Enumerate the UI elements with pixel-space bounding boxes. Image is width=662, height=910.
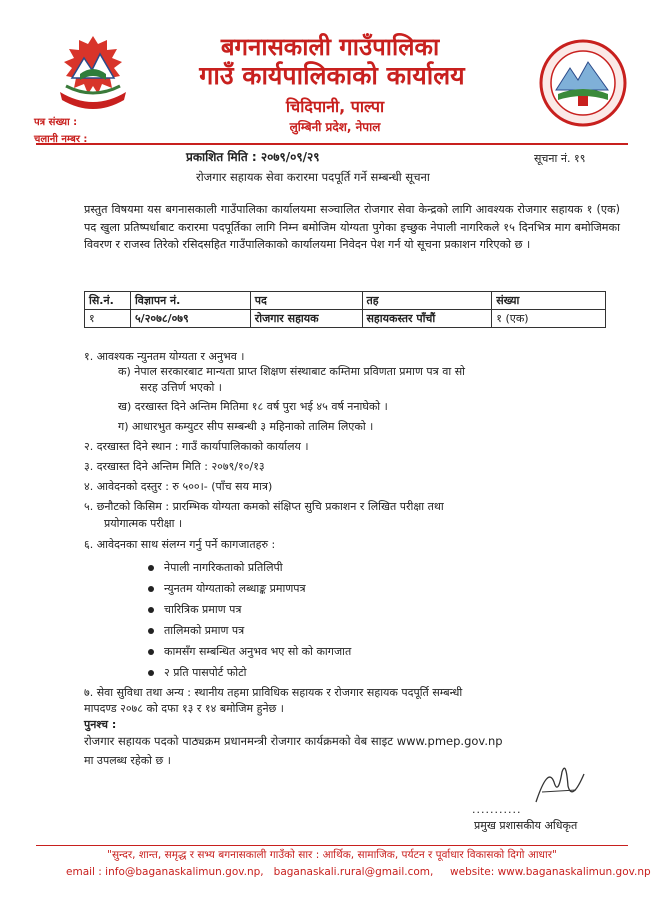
requirement-1a: क) नेपाल सरकारबाट मान्यता प्राप्त शिक्षण संस्थाबाट कम्तिमा प्रविणता प्रमाण पत्र वा सो xyxy=(118,365,465,378)
requirement-6: ६. आवेदनका साथ संलग्न गर्नु पर्ने कागजातहरु : xyxy=(84,538,276,551)
office-name: गाउँ कार्यपालिकाको कार्यालय xyxy=(199,61,465,90)
intro-paragraph: प्रस्तुत विषयमा यस बगनासकाली गाउँपालिका कार्यालयमा सञ्चालित रोजगार सेवा केन्द्रको लागि आवश्यक रोजगार सहायक १ (एक) पद खुला प्रतिष्पर्धाबाट करारमा पदपूर्तिका लागि निम्न बमोजिम योग्यता पुगेका इच्छुक नेपाली नागरिकले १५ दिनभित्र माग बमोजिमका विवरण र राजस्व तिरेको रसिदसहित गाउँपालिकाको कार्यालयमा निवेदन पेश गर्न यो सूचना प्रकाशन गरिएको छ । xyxy=(84,203,620,252)
table-header-row xyxy=(85,292,606,310)
table-cell: ५/२०७८/०७९ xyxy=(130,310,250,328)
ps-text: रोजगार सहायक पदको पाठ्यक्रम प्रधानमन्त्री रोजगार कार्यक्रमको वेब साइट www.pmep.gov.np xyxy=(84,734,503,748)
list-item: २ प्रति पासपोर्ट फोटो xyxy=(148,662,351,683)
requirement-5-cont: प्रयोगात्मक परीक्षा । xyxy=(104,517,183,530)
requirement-5: ५. छनौटको किसिम : प्रारम्भिक योग्यता कमको संक्षिप्त सुचि प्रकाशन र लिखित परीक्षा तथा xyxy=(84,500,444,513)
table-cell: १ (एक) xyxy=(492,310,606,328)
footer-email-secondary: baganaskali.rural@gmail.com, xyxy=(273,866,434,878)
office-province: लुम्बिनी प्रदेश, नेपाल xyxy=(289,120,381,134)
list-item: तालिमको प्रमाण पत्र xyxy=(148,620,351,641)
org-name: बगनासकाली गाउँपालिका xyxy=(220,33,440,61)
list-item: चारित्रिक प्रमाण पत्र xyxy=(148,599,351,620)
footer-email-primary: email : info@baganaskalimun.gov.np, xyxy=(66,866,264,878)
footer-contact xyxy=(66,866,651,878)
vacancy-table xyxy=(84,291,606,328)
footer-website: website: www.baganaskalimun.gov.np xyxy=(450,866,651,878)
notice-subject: रोजगार सहायक सेवा करारमा पदपूर्ति गर्ने सम्बन्धी सूचना xyxy=(196,170,430,184)
signature-line: ........... xyxy=(472,803,522,816)
table-cell: १ xyxy=(85,310,131,328)
ps-label: पुनश्च : xyxy=(84,718,117,731)
table-header: संख्या xyxy=(492,292,606,310)
signature-mark xyxy=(528,762,588,808)
signatory-title: प्रमुख प्रशासकीय अधिकृत xyxy=(474,819,578,832)
list-item: न्युनतम योग्यताको लब्धाङ्क प्रमाणपत्र xyxy=(148,578,351,599)
ps-text-cont: मा उपलब्ध रहेको छ । xyxy=(84,754,171,767)
footer-divider xyxy=(36,845,628,846)
requirement-3: ३. दरखास्त दिने अन्तिम मिति : २०७९/१०/१३ xyxy=(84,460,265,473)
requirement-1: १. आवश्यक न्युनतम योग्यता र अनुभव । xyxy=(84,350,245,363)
list-item: कामसँग सम्बन्धित अनुभव भए सो को कागजात xyxy=(148,641,351,662)
requirement-1c: ग) आधारभुत कम्युटर सीप सम्बन्धी ३ महिनाको तालिम लिएको । xyxy=(118,420,374,433)
requirement-4: ४. आवेदनको दस्तुर : रु ५००।- (पाँच सय मात्र) xyxy=(84,480,273,493)
published-date: प्रकाशित मिति : २०७९/०९/२९ xyxy=(186,150,320,164)
table-header: विज्ञापन नं. xyxy=(130,292,250,310)
requirement-1b: ख) दरखास्त दिने अन्तिम मितिमा १८ वर्ष पुरा भई ४५ वर्ष ननाघेको । xyxy=(118,400,388,413)
municipality-seal-icon xyxy=(538,38,628,128)
list-item: नेपाली नागरिकताको प्रतिलिपी xyxy=(148,557,351,578)
table-row xyxy=(85,310,606,328)
letter-no-label: पत्र संख्या : xyxy=(34,117,78,128)
requirement-7: ७. सेवा सुविधा तथा अन्य : स्थानीय तहमा प्राविधिक सहायक र रोजगार सहायक पदपूर्ति सम्बन्धी xyxy=(84,686,463,699)
footer-slogan: "सुन्दर, शान्त, समृद्ध र सभ्य बगनासकाली गाउँको सार : आर्थिक, सामाजिक, पर्यटन र पूर्वाधार विकासको दिगो आधार" xyxy=(107,849,557,861)
requirement-2: २. दरखास्त दिने स्थान : गाउँ कार्यापालिकाको कार्यालय । xyxy=(84,440,309,453)
requirement-7-cont: मापदण्ड २०७८ को दफा १३ र १४ बमोजिम हुनेछ । xyxy=(84,702,284,715)
table-header: तह xyxy=(362,292,492,310)
header-divider xyxy=(36,143,628,145)
office-place: चिदिपानी, पाल्पा xyxy=(285,97,385,116)
notice-number: सूचना नं. १९ xyxy=(534,152,586,165)
requirement-1a-cont: सरह उत्तिर्ण भएको । xyxy=(140,381,222,394)
table-cell: सहायकस्तर पाँचौं xyxy=(362,310,492,328)
dispatch-no-label: चलानी नम्बर : xyxy=(34,134,88,145)
table-header: पद xyxy=(250,292,362,310)
table-cell: रोजगार सहायक xyxy=(250,310,362,328)
table-header: सि.नं. xyxy=(85,292,131,310)
documents-list xyxy=(148,557,351,683)
nepal-emblem-icon xyxy=(52,34,134,114)
